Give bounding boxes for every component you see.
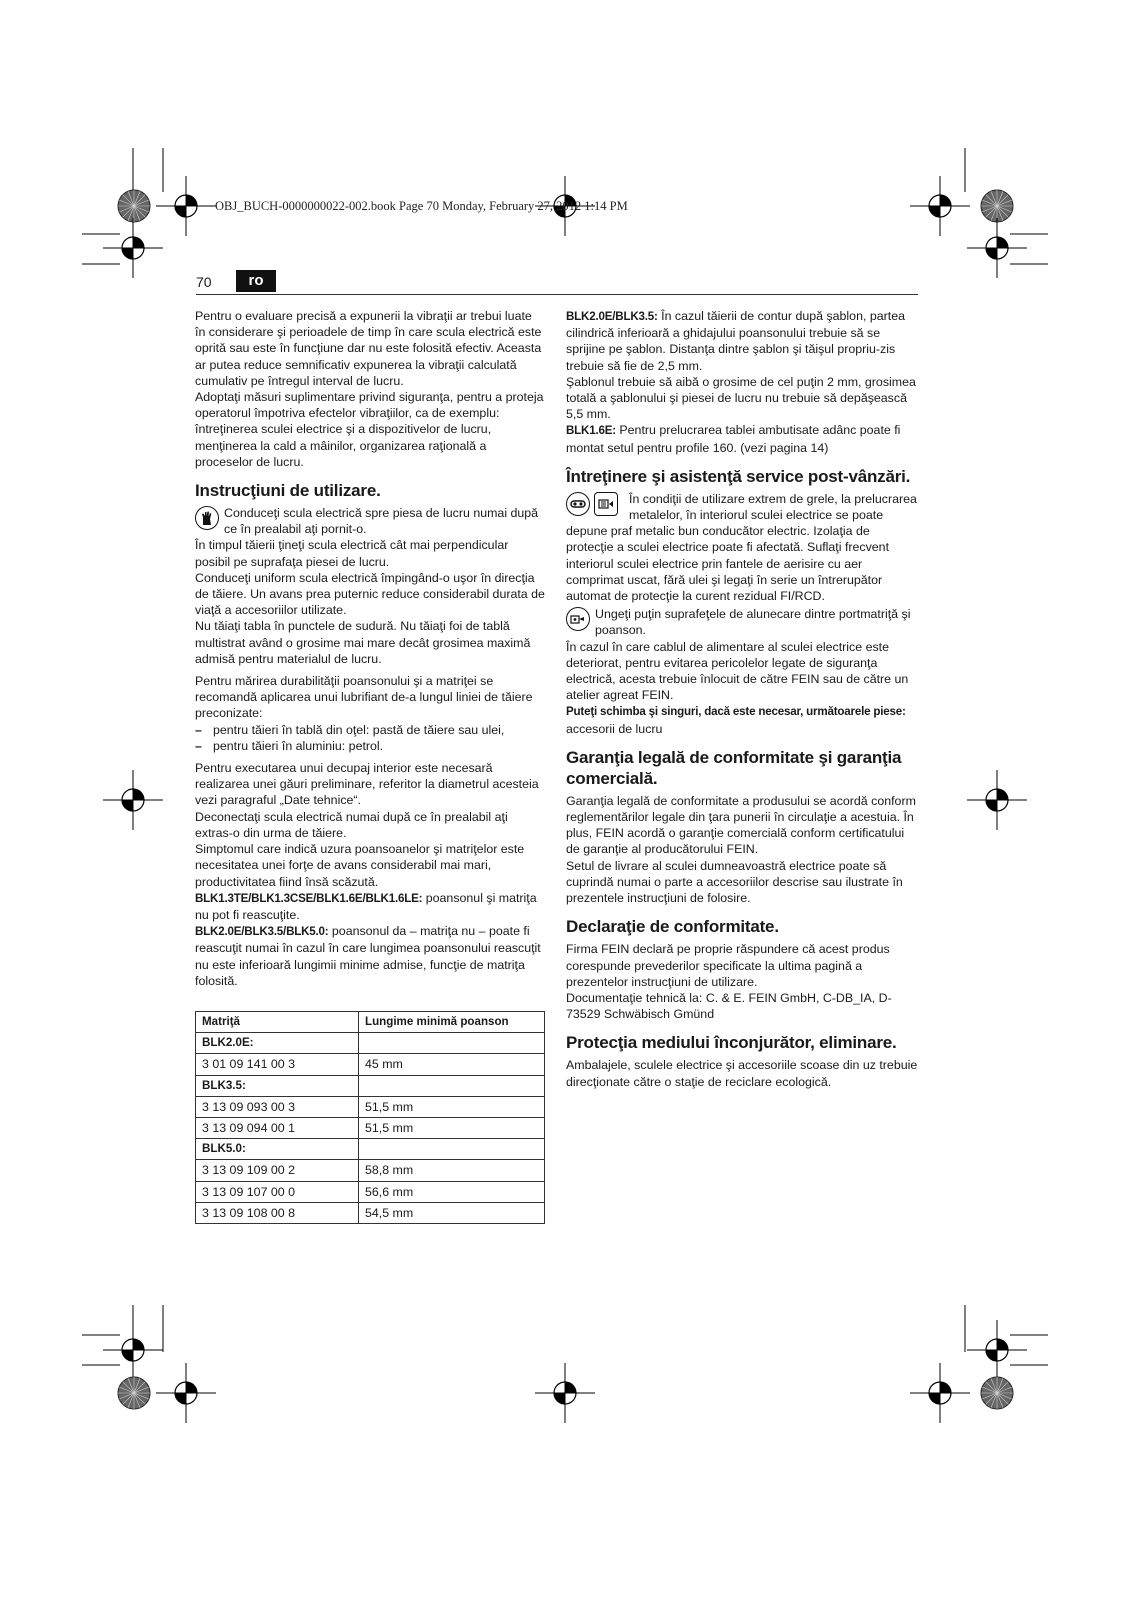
paragraph: Firma FEIN declară pe proprie răspundere că acest produs corespunde prevederilor specificate la ultima pagină a prezentelor instrucţiuni de utilizare. xyxy=(566,942,890,989)
protective-gloves-icon xyxy=(195,506,219,530)
paragraph: Adoptaţi măsuri suplimentare privind siguranţa, pentru a proteja operatorul împotriva efectelor vibraţiilor, ca de exemplu: întreţinerea sculei electrice şi a dispozitivelor de lucru, menţinerea la cald a mâinilor, organizarea raţională a proceselor de lucru. xyxy=(195,390,544,469)
paragraph: Nu tăiaţi tabla în punctele de sudură. Nu tăiaţi foi de tablă multistrat având o grosime mai mare decât grosimea maximă admisă pentru materialul de lucru. xyxy=(195,619,531,666)
list-item-text: pentru tăieri în aluminiu: petrol. xyxy=(213,738,384,753)
table-row xyxy=(196,1160,545,1181)
paragraph: Pentru o evaluare precisă a expunerii la vibraţii ar trebui luate în considerare şi perioadele de timp în care scula electrică este oprită sau este în funcţiune dar nu este folosită efectiv. Aceasta ar putea reduce semnificativ expunerea la vibraţii calculată cumulativ pe întregul interval de lucru. xyxy=(195,309,542,388)
paragraph-text: poansonul da – matriţa nu – poate fi reascuţit numai în cazul în care lungimea poansonului reascuţit nu este inferioară lungimii minime admise, funcţie de matriţa folosită. xyxy=(195,924,541,988)
paragraph: Garanţia legală de conformitate a produsului se acordă conform reglementărilor legale din ţara punerii în circulaţie a acestuia. În plus, FEIN acordă o garanţie comercială conform certificatului de garanţie al producătorului FEIN. xyxy=(566,793,916,857)
table-cell-die: 3 13 09 108 00 8 xyxy=(196,1202,359,1223)
paragraph: Deconectaţi scula electrică numai după ce în prealabil aţi extras-o din urma de tăiere. xyxy=(195,809,508,840)
paragraph: În cazul în care cablul de alimentare al sculei electrice este deteriorat, pentru evitarea pericolelor legate de siguranţa electrică, acesta trebuie înlocuit de către FEIN sau de către un atelier agreat FEIN. xyxy=(566,639,909,703)
table-cell-length xyxy=(359,1139,545,1160)
paragraph xyxy=(195,923,545,989)
table-header-row xyxy=(196,1011,545,1032)
model-label: BLK2.0E/BLK3.5: xyxy=(566,310,658,323)
table-cell-length xyxy=(359,1075,545,1096)
table-cell-die: 3 13 09 093 00 3 xyxy=(196,1096,359,1117)
model-label: BLK2.0E/BLK3.5/BLK5.0: xyxy=(195,925,329,939)
glove-note xyxy=(195,505,545,537)
book-info-line: OBJ_BUCH-0000000022-002.book Page 70 Monday, February 27, 2012 1:14 PM xyxy=(215,199,628,213)
table-cell-die: BLK3.5: xyxy=(196,1075,359,1096)
service-note xyxy=(566,491,918,604)
table-cell-length: 58,8 mm xyxy=(359,1160,545,1181)
table-row xyxy=(196,1096,545,1117)
glove-note-text: Conduceţi scula electrică spre piesa de lucru numai după ce în prealabil aţi pornit-o. xyxy=(224,506,539,537)
section-heading-warranty: Garanţia legală de conformitate şi garanţia comercială. xyxy=(566,747,902,788)
paragraph: Pentru mărirea durabilităţii poansonului şi a matriţei se recomandă aplicarea unui lubrifiant de-a lungul liniei de tăiere preconizate: xyxy=(195,674,533,721)
table-group-row xyxy=(196,1033,545,1054)
grease-note xyxy=(566,606,918,638)
language-badge: ro xyxy=(236,270,276,292)
table-row xyxy=(196,1054,545,1075)
table-group-row xyxy=(196,1075,545,1096)
paragraph: Ambalajele, sculele electrice şi accesoriile scoase din uz trebuie direcţionate către o staţie de reciclare ecologică. xyxy=(566,1058,918,1089)
page-number: 70 xyxy=(196,274,212,290)
table-cell-die: 3 13 09 109 00 2 xyxy=(196,1160,359,1181)
section-heading-declaration: Declaraţie de conformitate. xyxy=(566,917,779,937)
section-heading-environment: Protecţia mediului înconjurător, eliminare. xyxy=(566,1033,897,1053)
table-row xyxy=(196,1202,545,1223)
model-label: BLK1.6E: xyxy=(566,424,616,438)
paragraph-text: În cazul tăierii de contur după şablon, partea cilindrică inferioară a ghidajului poansonului trebuie să se sprijine pe şablon. Distanţa dintre şablon şi tăişul propriu-zis trebuie să fie de 2,5 mm. xyxy=(566,309,905,373)
paragraph xyxy=(195,890,545,923)
table-header: Matriţă xyxy=(196,1011,359,1032)
grease-note-text: Ungeţi puţin suprafeţele de alunecare dintre portmatriţă şi poanson. xyxy=(595,607,911,638)
table-group-row xyxy=(196,1139,545,1160)
blow-out-vents-icon xyxy=(594,492,618,516)
header-rule xyxy=(196,294,918,295)
paragraph: Pentru executarea unui decupaj interior este necesară realizarea unei găuri preliminare, referitor la diametrul acesteia vezi paragraful „Date tehnice“. xyxy=(195,761,539,808)
paragraph-text: Pentru prelucrarea tablei ambutisate adânc poate fi montat setul pentru profile 160. (vezi pagina 14) xyxy=(566,423,901,455)
table-cell-length: 51,5 mm xyxy=(359,1096,545,1117)
paragraph: Setul de livrare al sculei dumneavoastră electrice poate să cuprindă numai o parte a accesoriilor descrise sau ilustrate în prezentele instrucţiuni de folosire. xyxy=(566,858,903,906)
table-cell-die: 3 13 09 094 00 1 xyxy=(196,1117,359,1138)
section-heading-service: Întreţinere şi asistenţă service post-vânzări. xyxy=(566,466,911,486)
list-item-text: pentru tăieri în tablă din oţel: pastă de tăiere sau ulei, xyxy=(213,722,505,737)
table-row xyxy=(196,1181,545,1202)
section-heading-instructions: Instrucţiuni de utilizare. xyxy=(195,481,381,501)
punch-length-table xyxy=(195,1011,545,1224)
table-cell-die: 3 13 09 107 00 0 xyxy=(196,1181,359,1202)
left-column xyxy=(195,308,545,1224)
grease-lubrication-icon xyxy=(566,607,590,631)
paragraph xyxy=(566,422,918,455)
replaceable-parts-label: Puteţi schimba şi singuri, dacă este necesar, următoarele piese: xyxy=(566,705,906,719)
paragraph: În timpul tăierii ţineţi scula electrică cât mai perpendicular posibil pe suprafaţa piesei de lucru. xyxy=(195,538,509,569)
table-cell-length xyxy=(359,1033,545,1054)
table-cell-length: 51,5 mm xyxy=(359,1117,545,1138)
right-column xyxy=(566,308,918,1090)
paragraph-text: accesorii de lucru xyxy=(566,721,663,736)
table-cell-length: 45 mm xyxy=(359,1054,545,1075)
paragraph: Documentaţie tehnică la: C. & E. FEIN GmbH, C-DB_IA, D-73529 Schwäbisch Gmünd xyxy=(566,990,892,1022)
paragraph-text: poansonul şi matriţa nu pot fi reascuţite. xyxy=(195,890,537,922)
table-cell-die: BLK5.0: xyxy=(196,1139,359,1160)
table-cell-die: 3 01 09 141 00 3 xyxy=(196,1054,359,1075)
service-icons xyxy=(566,491,623,516)
list-item: – pentru tăieri în aluminiu: petrol. xyxy=(195,738,384,753)
table-cell-length: 56,6 mm xyxy=(359,1181,545,1202)
paragraph xyxy=(566,308,918,374)
service-note-text: În condiţii de utilizare extrem de grele, la prelucrarea metalelor, în interiorul sculei electrice se poate depune praf metalic bun conducător electric. Izolaţia de protecţie a sculei electrice poate fi afectată. Suflaţi frecvent interiorul sculei electrice prin fantele de aerisire cu aer comprimat uscat, fără ulei şi legaţi în serie un întrerupător automat de protecţie la curent rezidual FI/RCD. xyxy=(566,491,917,604)
table-cell-length: 54,5 mm xyxy=(359,1202,545,1223)
table-row xyxy=(196,1117,545,1138)
paragraph: Simptomul care indică uzura poansoanelor şi matriţelor este necesitatea unei forţe de avans considerabil mai mari, productivitatea fiind însă scăzută. xyxy=(195,842,525,889)
paragraph: Conduceţi uniform scula electrică împingând-o uşor în direcţia de tăiere. Un avans prea puternic reduce considerabil durata de viaţă a accesoriilor utilizate. xyxy=(195,570,545,618)
paragraph xyxy=(566,703,918,736)
table-cell-die: BLK2.0E: xyxy=(196,1033,359,1054)
eye-protection-icon xyxy=(566,492,590,516)
table-header: Lungime minimă poanson xyxy=(359,1011,545,1032)
list-item: – pentru tăieri în tablă din oţel: pastă de tăiere sau ulei, xyxy=(195,722,505,737)
model-label: BLK1.3TE/BLK1.3CSE/BLK1.6E/BLK1.6LE: xyxy=(195,891,423,905)
paragraph: Şablonul trebuie să aibă o grosime de cel puţin 2 mm, grosimea totală a şablonului şi piesei de lucru nu trebuie să depăşească 5,5 mm. xyxy=(566,374,916,422)
